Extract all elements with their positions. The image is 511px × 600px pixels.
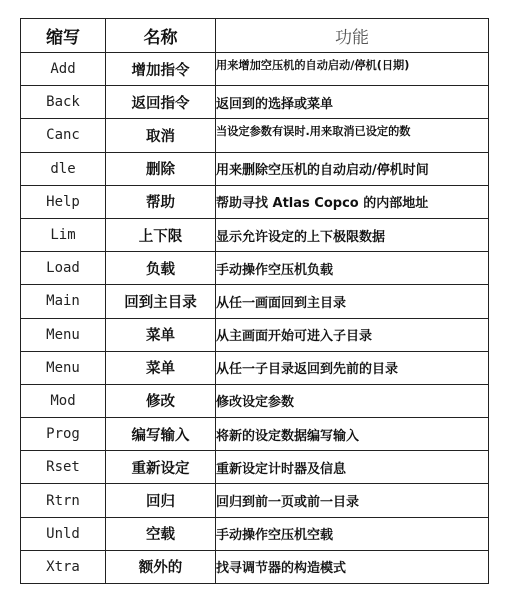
header-row bbox=[21, 19, 489, 53]
cell-function: 返回到的选择或菜单 bbox=[216, 86, 489, 119]
cell-name: 重新设定 bbox=[106, 451, 216, 484]
table-row bbox=[21, 384, 489, 417]
cell-abbr: Rtrn bbox=[21, 484, 106, 517]
cell-function: 从主画面开始可进入子目录 bbox=[216, 318, 489, 351]
cell-abbr: Add bbox=[21, 53, 106, 86]
cell-name: 返回指令 bbox=[106, 86, 216, 119]
table-row bbox=[21, 517, 489, 550]
table-row bbox=[21, 152, 489, 185]
cell-function: 从任一画面回到主目录 bbox=[216, 285, 489, 318]
cell-name: 编写输入 bbox=[106, 418, 216, 451]
cell-abbr: Prog bbox=[21, 418, 106, 451]
cell-name: 回到主目录 bbox=[106, 285, 216, 318]
table-row bbox=[21, 119, 489, 152]
table-row bbox=[21, 351, 489, 384]
table-row bbox=[21, 418, 489, 451]
cell-abbr: Mod bbox=[21, 384, 106, 417]
cell-name: 上下限 bbox=[106, 218, 216, 251]
cell-abbr: Load bbox=[21, 252, 106, 285]
cell-abbr: Main bbox=[21, 285, 106, 318]
cell-abbr: dle bbox=[21, 152, 106, 185]
table-body bbox=[21, 53, 489, 584]
cell-name: 回归 bbox=[106, 484, 216, 517]
cell-abbr: Xtra bbox=[21, 550, 106, 583]
cell-function: 用来增加空压机的自动启动/停机(日期) bbox=[216, 53, 489, 86]
table-header bbox=[21, 19, 489, 53]
cell-name: 额外的 bbox=[106, 550, 216, 583]
cell-name: 空载 bbox=[106, 517, 216, 550]
cell-function: 当设定参数有误时.用来取消已设定的数 bbox=[216, 119, 489, 152]
cell-abbr: Rset bbox=[21, 451, 106, 484]
cell-abbr: Lim bbox=[21, 218, 106, 251]
cell-function: 显示允许设定的上下极限数据 bbox=[216, 218, 489, 251]
table-row bbox=[21, 550, 489, 583]
cell-abbr: Canc bbox=[21, 119, 106, 152]
table-row bbox=[21, 252, 489, 285]
cell-abbr: Menu bbox=[21, 318, 106, 351]
cell-abbr: Help bbox=[21, 185, 106, 218]
function-key-sheet bbox=[20, 18, 488, 584]
cell-name: 帮助 bbox=[106, 185, 216, 218]
cell-name: 修改 bbox=[106, 384, 216, 417]
cell-name: 菜单 bbox=[106, 318, 216, 351]
function-key-table bbox=[20, 18, 489, 584]
cell-function: 重新设定计时器及信息 bbox=[216, 451, 489, 484]
header-function: 功能 bbox=[216, 19, 489, 53]
cell-function: 手动操作空压机负载 bbox=[216, 252, 489, 285]
table-row bbox=[21, 484, 489, 517]
header-abbr: 缩写 bbox=[21, 19, 106, 53]
table-row bbox=[21, 285, 489, 318]
table-row bbox=[21, 185, 489, 218]
cell-function: 修改设定参数 bbox=[216, 384, 489, 417]
cell-function: 找寻调节器的构造模式 bbox=[216, 550, 489, 583]
cell-function: 帮助寻找 Atlas Copco 的内部地址 bbox=[216, 185, 489, 218]
cell-function: 手动操作空压机空载 bbox=[216, 517, 489, 550]
cell-function: 从任一子目录返回到先前的目录 bbox=[216, 351, 489, 384]
table-row bbox=[21, 53, 489, 86]
header-name: 名称 bbox=[106, 19, 216, 53]
table-row bbox=[21, 218, 489, 251]
cell-function: 将新的设定数据编写输入 bbox=[216, 418, 489, 451]
cell-name: 菜单 bbox=[106, 351, 216, 384]
cell-abbr: Menu bbox=[21, 351, 106, 384]
cell-abbr: Unld bbox=[21, 517, 106, 550]
cell-name: 删除 bbox=[106, 152, 216, 185]
cell-name: 增加指令 bbox=[106, 53, 216, 86]
table-row bbox=[21, 86, 489, 119]
table-row bbox=[21, 318, 489, 351]
cell-name: 负载 bbox=[106, 252, 216, 285]
cell-function: 用来删除空压机的自动启动/停机时间 bbox=[216, 152, 489, 185]
cell-abbr: Back bbox=[21, 86, 106, 119]
cell-function: 回归到前一页或前一目录 bbox=[216, 484, 489, 517]
cell-name: 取消 bbox=[106, 119, 216, 152]
table-row bbox=[21, 451, 489, 484]
